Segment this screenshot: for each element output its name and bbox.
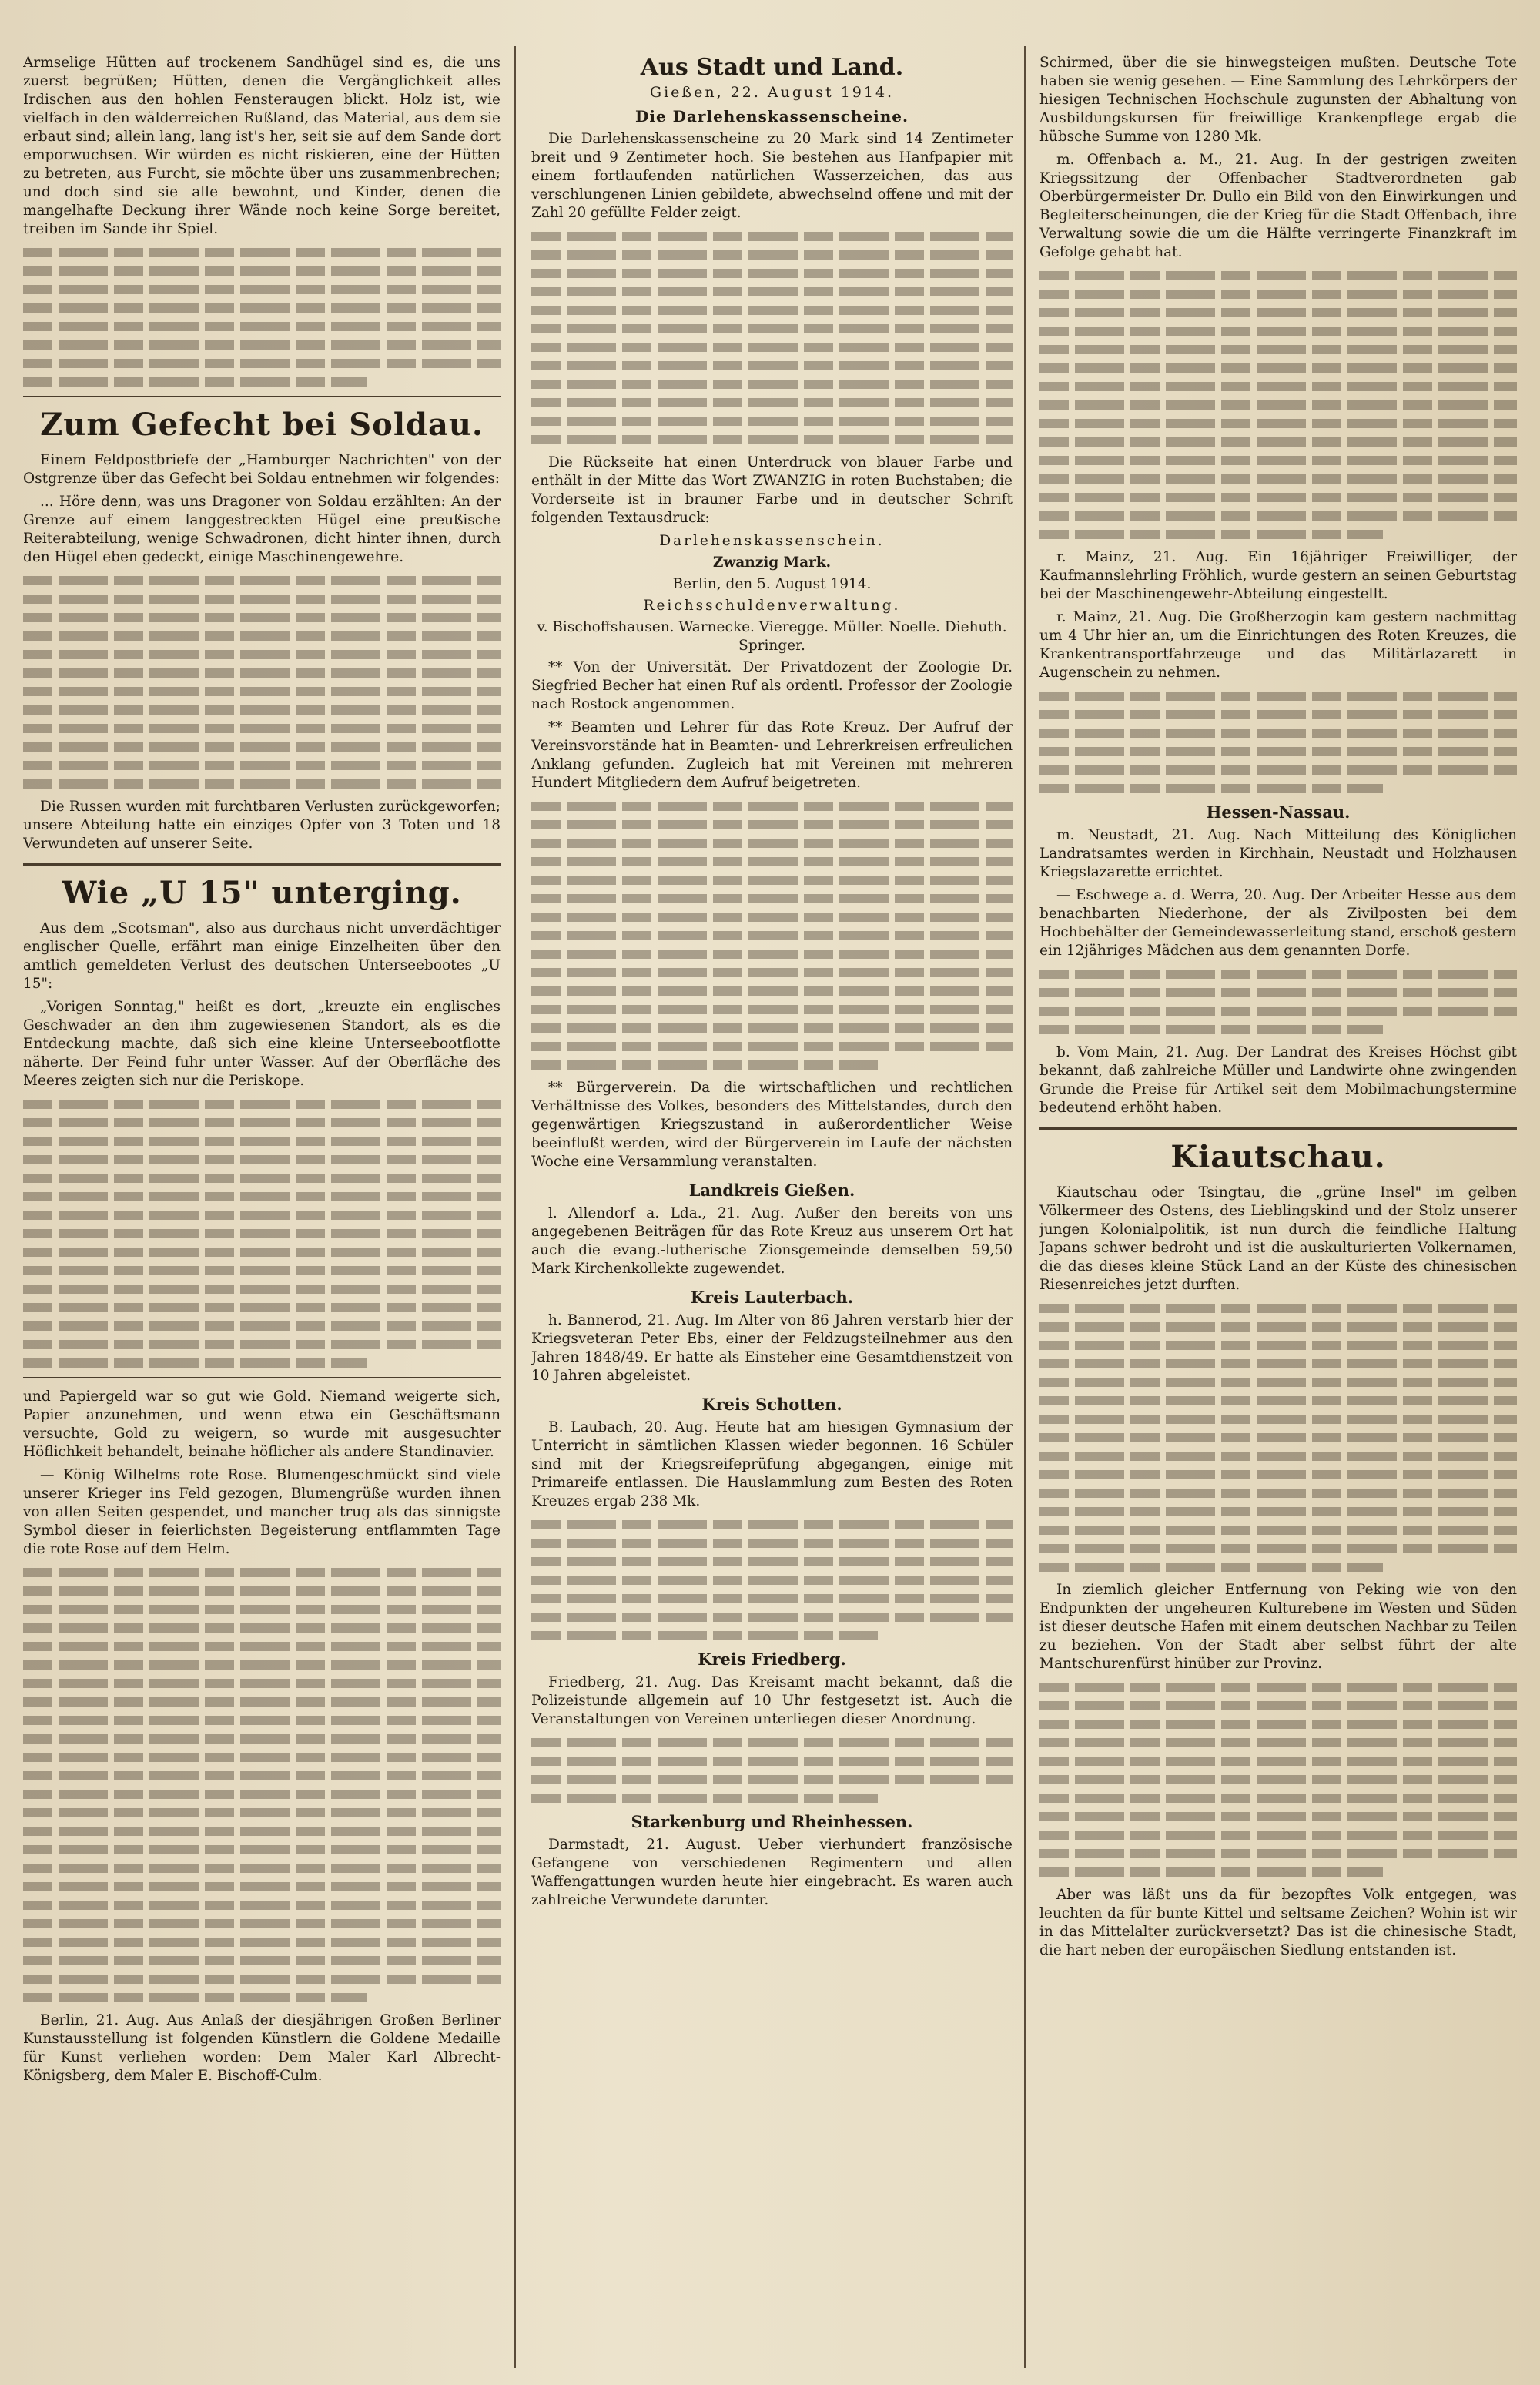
intro-paragraph: Armselige Hütten auf trockenem Sandhügel sind es, die uns zuerst begrüßen; Hütten, denen die Vergänglichkeit alles Irdischen aus den hohlen Fensteraugen blickt. Holz ist, wie vielfach in den wälderreichen Rußland, das Material, aus dem sie erbaut sind; allein lang, lang ist's her, seit sie auf dem Sande dort emporwuchsen. Wir würden es nicht riskieren, eine der Hütten zu betreten, aus Furcht, sie möchte über uns zusammenbrechen; und doch sind sie alle bewohnt, und Kinder, denen die mangelhafte Deckung ihrer Wände noch keine Sorge bereitet, treiben im Sande ihr Spiel. — [23, 55, 500, 237]
text-continuation — [531, 232, 1013, 444]
starkenburg-title: Starkenburg und Rheinhessen. — [631, 1812, 913, 1831]
rose-paragraph: — König Wilhelms rote Rose. Blumengeschmückt sind viele unserer Krieger ins Feld gezogen, Blumengrüße wurden ihnen von allen Seiten gespendet, und mancher trug als das sinnigste Symbol dieser in feierlichsten Begeisterung entflammten Tage die rote Rose auf dem Helm. — [23, 1467, 500, 1557]
news-paragraph: B. Laubach, 20. Aug. Heute hat am hiesigen Gymnasium der Unterricht in sämtlichen Klassen wieder begonnen. 16 Schüler sind mit der Kriegsreifeprüfung abgegangen, einige mit Primareife entlassen. Die Hauslammlung zum Besten des Roten Kreuzes ergab 238 Mk. — [531, 1419, 1013, 1509]
soldau-paragraph: ... Höre denn, was uns Dragoner von Soldau erzählten: An der Grenze auf einem langgestreckten Hügel eine preußische Reiterabteilung, wenige Schwadronen, dicht hinter ihnen, durch den Hügel eben gedeckt, einige Maschinengewehre. — [23, 494, 500, 565]
news-paragraph: l. Allendorf a. Lda., 21. Aug. Außer den bereits von uns angegebenen Beiträgen für das Rote Kreuz aus unserem Ort hat auch die evang.-lutherische Zionsgemeinde demselben 59,50 Mark Kirchenkollekte zugewendet. — [531, 1205, 1013, 1277]
column-rule-left — [514, 46, 516, 2368]
news-paragraph: h. Bannerod, 21. Aug. Im Alter von 86 Jahren verstarb hier der Kriegsveteran Peter Ebs, einer der Feldzugsteilnehmer aus den Jahren 1848/49. Er hatte als Einsteher eine Gesamtdienstzeit von 10 Jahren abgeleistet. — [531, 1312, 1013, 1384]
kiautschau-paragraph: Kiautschau oder Tsingtau, die „grüne Insel" im gelben Völkermeer des Ostens, des Lieblingskind und der Stolz unserer jungen Kolonialpolitik, ist nun durch die feindliche Haltung Japans schwer bedroht und ist die auskulturierten Volkernamen, die das dieses kleine Stück Land an der Küste des chinesischen Riesenreiches jetzt durften. — [1040, 1184, 1517, 1293]
note-text: Berlin, den 5. August 1914. — [672, 576, 872, 592]
column-left — [23, 54, 500, 2364]
news-paragraph: Darmstadt, 21. August. Ueber vierhundert französische Gefangene von verschiedenen Regimentern und allen Waffengattungen wurden heute hier eingebracht. Es waren auch zahlreiche Verwundete darunter. — [531, 1837, 1013, 1908]
column-right — [1040, 54, 1517, 2364]
text-continuation — [23, 248, 500, 387]
news-paragraph: r. Mainz, 21. Aug. Die Großherzogin kam gestern nachmittag um 4 Uhr hier an, um die Einrichtungen des Roten Kreuzes, die Krankentransportfahrzeuge und das Militärlazarett in Augenschein zu nehmen. — [1040, 609, 1517, 681]
text-continuation — [1040, 970, 1517, 1034]
section-title: Aus Stadt und Land. — [640, 54, 904, 81]
schotten-title: Kreis Schotten. — [701, 1395, 842, 1414]
landkreis-title: Landkreis Gießen. — [688, 1181, 855, 1200]
news-paragraph: Friedberg, 21. Aug. Das Kreisamt macht bekannt, daß die Polizeistunde allgemein auf 10 Uhr festgesetzt ist. Auch die Veranstaltungen von Vereinen unterliegen dieser Anordnung. — [531, 1674, 1013, 1727]
kiautschau-paragraph: Aber was läßt uns da für bezopftes Volk entgegen, was leuchten da für bunte Kittel und seltsame Zeichen? Wohin ist wir in das Mittelalter zurückversetzt? Das ist die chinesische Stadt, die hart neben der europäischen Siedlung entstanden ist. — [1040, 1887, 1517, 1958]
column-rule-right — [1024, 46, 1026, 2368]
news-paragraph: m. Neustadt, 21. Aug. Nach Mitteilung des Königlichen Landratsamtes werden in Kirchhain, Neustadt und Holzhausen Kriegslazarette errichtet. — [1040, 827, 1517, 880]
section-divider — [23, 396, 500, 397]
u15-paragraph: „Vorigen Sonntag," heißt es dort, „kreuzte ein englisches Geschwader an den ihm zugewiesenen Standort, als es die Entdeckung machte, daß sich eine kleine Unterseebootflotte näherte. Der Feind fuhr unter Wasser. Auf der Oberfläche des Meeres zeigten sich nur die Periskope. — [23, 999, 500, 1089]
text-continuation — [1040, 692, 1517, 793]
news-paragraph: b. Vom Main, 21. Aug. Der Landrat des Kreises Höchst gibt bekannt, daß zahlreiche Müller und Landwirte ohne zwingenden Grunde die Preise für Artikel seit dem Mobilmachungstermine bedeutend erhöht haben. — [1040, 1044, 1517, 1116]
note-text: Darlehenskassenschein. — [659, 533, 885, 549]
note-text: Reichsschuldenverwaltung. — [643, 598, 901, 614]
text-continuation — [1040, 271, 1517, 539]
text-continuation — [1040, 1683, 1517, 1877]
news-paragraph: m. Offenbach a. M., 21. Aug. In der gestrigen zweiten Kriegssitzung der Offenbacher Stadtverordneten gab Oberbürgermeister Dr. Dullo ein Bild von den Einwirkungen und Begleiterscheinungen, die der Krieg für die Stadt Offenbach, ihre Verwaltung sowie die um die Hälfte verringerte Finanzkraft im Gefolge gehabt hat. — [1040, 152, 1517, 260]
column-middle — [531, 54, 1013, 2364]
news-paragraph: — Eschwege a. d. Werra, 20. Aug. Der Arbeiter Hesse aus dem benachbarten Niederhone, der als Zivilposten bei dem Hochbehälter der Gemeindewasserleitung stand, erschoß gestern ein 12jähriges Mädchen aus dem genannten Dorfe. — [1040, 887, 1517, 959]
darlehen-title: Die Darlehenskassenscheine. — [635, 107, 909, 126]
text-continuation — [23, 1568, 500, 2002]
soldau-paragraph: Einem Feldpostbriefe der „Hamburger Nachrichten" von der Ostgrenze über das Gefecht bei Soldau entnehmen wir folgendes: — [23, 452, 500, 487]
news-paragraph: Schirmed, über die sie hinwegsteigen mußten. Deutsche Tote haben sie wenig gesehen. — Eine Sammlung des Lehrkörpers der hiesigen Technischen Hochschule zugunsten der Abhaltung von Ausbildungskursen für freiwillige Krankenpflege ergab die hübsche Summe von 1280 Mk. — [1040, 55, 1517, 145]
news-paragraph: ** Bürgerverein. Da die wirtschaftlichen und rechtlichen Verhältnisse des Volkes, besonders des Mittelstandes, durch den gegenwärtigen Kriegszustand in außerordentlicher Weise beeinflußt werden, wird der Bürgerverein im Laufe der nächsten Woche eine Versammlung veranstalten. — [531, 1080, 1013, 1170]
note-text: Zwanzig Mark. — [712, 554, 832, 571]
u15-paragraph: Aus dem „Scotsman", also aus durchaus nicht unverdächtiger englischer Quelle, erfährt man einige Einzelheiten über den amtlich gemeldeten Verlust des deutschen Unterseebootes „U 15": — [23, 920, 500, 992]
soldau-paragraph: Die Russen wurden mit furchtbaren Verlusten zurückgeworfen; unsere Abteilung hatte ein einziges Opfer von 3 Toten und 18 Verwundeten auf unserer Seite. — [23, 799, 500, 852]
text-continuation — [23, 576, 500, 789]
continued-paragraph: und Papiergeld war so gut wie Gold. Niemand weigerte sich, Papier anzunehmen, und wenn etwa ein Geschäftsmann versuchte, Gold zu weigern, so wurde mit ausgesuchter Höflichkeit behandelt, beinahe höflicher als andere Standinavier. — [23, 1388, 500, 1460]
news-paragraph: ** Von der Universität. Der Privatdozent der Zoologie Dr. Siegfried Becher hat einen Ruf als ordentl. Professor der Zoologie nach Rostock angenommen. — [531, 659, 1013, 712]
darlehen-paragraph: Die Darlehenskassenscheine zu 20 Mark sind 14 Zentimeter breit und 9 Zentimeter hoch. Sie bestehen aus Hanfpapier mit einem fortlaufenden natürlichen Wasserzeichen, das aus verschlungenen Linien gebildete, abwechselnd offene und mit der Zahl 20 gefüllte Felder zeigt. — [531, 131, 1013, 221]
u15-headline: Wie „U 15" unterging. — [62, 875, 462, 911]
news-paragraph: r. Mainz, 21. Aug. Ein 16jähriger Freiwilliger, der Kaufmannslehrling Fröhlich, wurde gestern an seinen Geburtstag bei der Maschinengewehr-Abteilung eingestellt. — [1040, 549, 1517, 602]
note-text: v. Bischoffshausen. Warnecke. Vieregge. Müller. Noelle. Diehuth. Springer. — [537, 619, 1007, 654]
text-continuation — [1040, 1304, 1517, 1572]
text-continuation — [23, 1100, 500, 1368]
darlehen-paragraph: Die Rückseite hat einen Unterdruck von blauer Farbe und enthält in der Mitte das Wort ZWANZIG in roten Buchstaben; die Vorderseite ist in brauner Farbe und in deutscher Schrift folgenden Textausdruck: — [531, 454, 1013, 526]
section-divider — [1040, 1127, 1517, 1130]
friedberg-title: Kreis Friedberg. — [698, 1650, 846, 1669]
hessen-title: Hessen-Nassau. — [1206, 802, 1351, 822]
section-divider — [23, 863, 500, 866]
text-continuation — [531, 802, 1013, 1070]
kiautschau-headline: Kiautschau. — [1170, 1139, 1386, 1175]
dateline: Gießen, 22. August 1914. — [649, 84, 895, 101]
soldau-headline: Zum Gefecht bei Soldau. — [40, 407, 484, 443]
kiautschau-paragraph: In ziemlich gleicher Entfernung von Peking wie von den Endpunkten der ungeheuren Kulturebene im Westen und Süden ist dieser deutsche Hafen mit einem deutschen Nachbar zu Teilen zu beziehen. Von der Stadt aber selbst führt der alte Mantschurenfürst hinüber zur Provinz. — [1040, 1582, 1517, 1672]
news-paragraph: ** Beamten und Lehrer für das Rote Kreuz. Der Aufruf der Vereinsvorstände hat in Beamten- und Lehrerkreisen erfreulichen Anklang gefunden. Zugleich hat mit Vereinen mit mehreren Hundert Mitgliedern dem Aufruf beigetreten. — [531, 719, 1013, 791]
text-continuation — [531, 1738, 1013, 1803]
text-continuation — [531, 1520, 1013, 1640]
section-divider — [23, 1377, 500, 1378]
berlin-paragraph: Berlin, 21. Aug. Aus Anlaß der diesjährigen Großen Berliner Kunstausstellung ist folgenden Künstlern die Goldene Medaille für Kunst verliehen worden: Dem Maler Karl Albrecht-Königsberg, dem Maler E. Bischoff-Culm. — [23, 2012, 500, 2084]
lauterbach-title: Kreis Lauterbach. — [690, 1288, 854, 1307]
